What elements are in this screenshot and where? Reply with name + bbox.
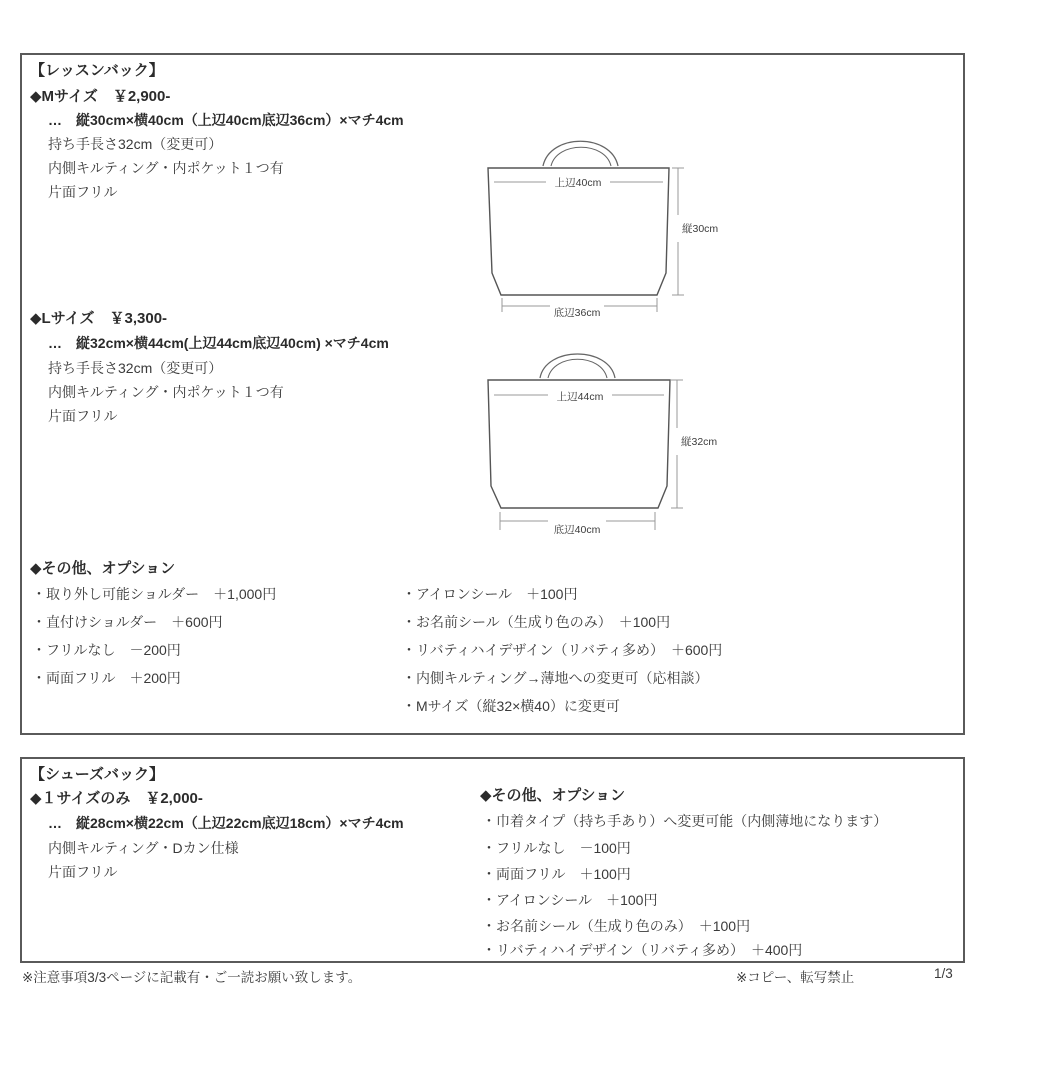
- dimension-lines-m: [494, 168, 684, 312]
- lesson-bag-m-diagram: [470, 130, 730, 330]
- shoes-options-heading: ◆その他、オプション: [480, 787, 626, 804]
- lesson-option-item: ・内側キルティング→薄地への変更可（応相談）: [402, 670, 709, 686]
- lesson-option-item: ・フリルなし －200円: [32, 642, 181, 658]
- shoes-size-heading: ◆１サイズのみ ￥2,000-: [30, 790, 203, 807]
- shoes-size-detail: 内側キルティング・Dカン仕様: [48, 840, 239, 856]
- l-size-dimensions: … 縦32cm×横44cm(上辺44cm底辺40cm) ×マチ4cm: [48, 335, 389, 351]
- lesson-bag-l-diagram: [470, 340, 740, 550]
- lesson-bag-title: 【レッスンバック】: [30, 62, 164, 79]
- m-size-detail: 持ち手長さ32cm（変更可）: [48, 136, 223, 152]
- footer-page-number: 1/3: [934, 966, 953, 981]
- l-top-edge-label: 上辺44cm: [556, 391, 604, 403]
- bag-outline-m: [488, 141, 669, 295]
- m-size-detail: 片面フリル: [48, 184, 118, 200]
- lesson-option-item: ・お名前シール（生成り色のみ） ＋100円: [402, 614, 671, 630]
- m-height-label: 縦30cm: [682, 223, 719, 235]
- shoes-bag-section: [20, 757, 965, 963]
- lesson-option-item: ・アイロンシール ＋100円: [402, 586, 578, 602]
- shoes-bag-title: 【シューズバック】: [30, 766, 164, 783]
- m-size-detail: 内側キルティング・内ポケット１つ有: [48, 160, 284, 176]
- shoes-option-item: ・巾着タイプ（持ち手あり）へ変更可能（内側薄地になります）: [482, 813, 888, 829]
- l-size-detail: 内側キルティング・内ポケット１つ有: [48, 384, 284, 400]
- l-size-detail: 持ち手長さ32cm（変更可）: [48, 360, 223, 376]
- lesson-option-item: ・両面フリル ＋200円: [32, 670, 181, 686]
- shoes-option-item: ・フリルなし －100円: [482, 840, 631, 856]
- shoes-option-item: ・リバティハイデザイン（リバティ多め） ＋400円: [482, 942, 803, 958]
- l-height-label: 縦32cm: [681, 436, 718, 448]
- lesson-option-item: ・直付けショルダー ＋600円: [32, 614, 223, 630]
- l-size-heading: ◆Lサイズ ￥3,300-: [30, 310, 168, 327]
- footer-note-right: ※コピー、転写禁止: [736, 970, 855, 985]
- lesson-bag-section: [20, 53, 965, 735]
- m-top-edge-label: 上辺40cm: [554, 177, 602, 189]
- bag-outline-l: [488, 354, 670, 508]
- shoes-size-dimensions: … 縦28cm×横22cm（上辺22cm底辺18cm）×マチ4cm: [48, 815, 404, 831]
- lesson-options-heading: ◆その他、オプション: [30, 560, 176, 577]
- lesson-option-item: ・リバティハイデザイン（リバティ多め） ＋600円: [402, 642, 723, 658]
- l-size-detail: 片面フリル: [48, 408, 118, 424]
- shoes-option-item: ・アイロンシール ＋100円: [482, 892, 658, 908]
- shoes-option-item: ・両面フリル ＋100円: [482, 866, 631, 882]
- m-size-dimensions: … 縦30cm×横40cm（上辺40cm底辺36cm）×マチ4cm: [48, 112, 404, 128]
- shoes-option-item: ・お名前シール（生成り色のみ） ＋100円: [482, 918, 751, 934]
- m-bottom-edge-label: 底辺36cm: [553, 307, 601, 319]
- l-bottom-edge-label: 底辺40cm: [553, 524, 601, 536]
- footer-note-left: ※注意事項3/3ページに記載有・ご一読お願い致します。: [22, 970, 362, 985]
- lesson-option-item: ・Mサイズ（縦32×横40）に変更可: [402, 698, 620, 714]
- lesson-option-item: ・取り外し可能ショルダー ＋1,000円: [32, 586, 277, 602]
- m-size-heading: ◆Mサイズ ￥2,900-: [30, 88, 171, 105]
- shoes-size-detail: 片面フリル: [48, 864, 118, 880]
